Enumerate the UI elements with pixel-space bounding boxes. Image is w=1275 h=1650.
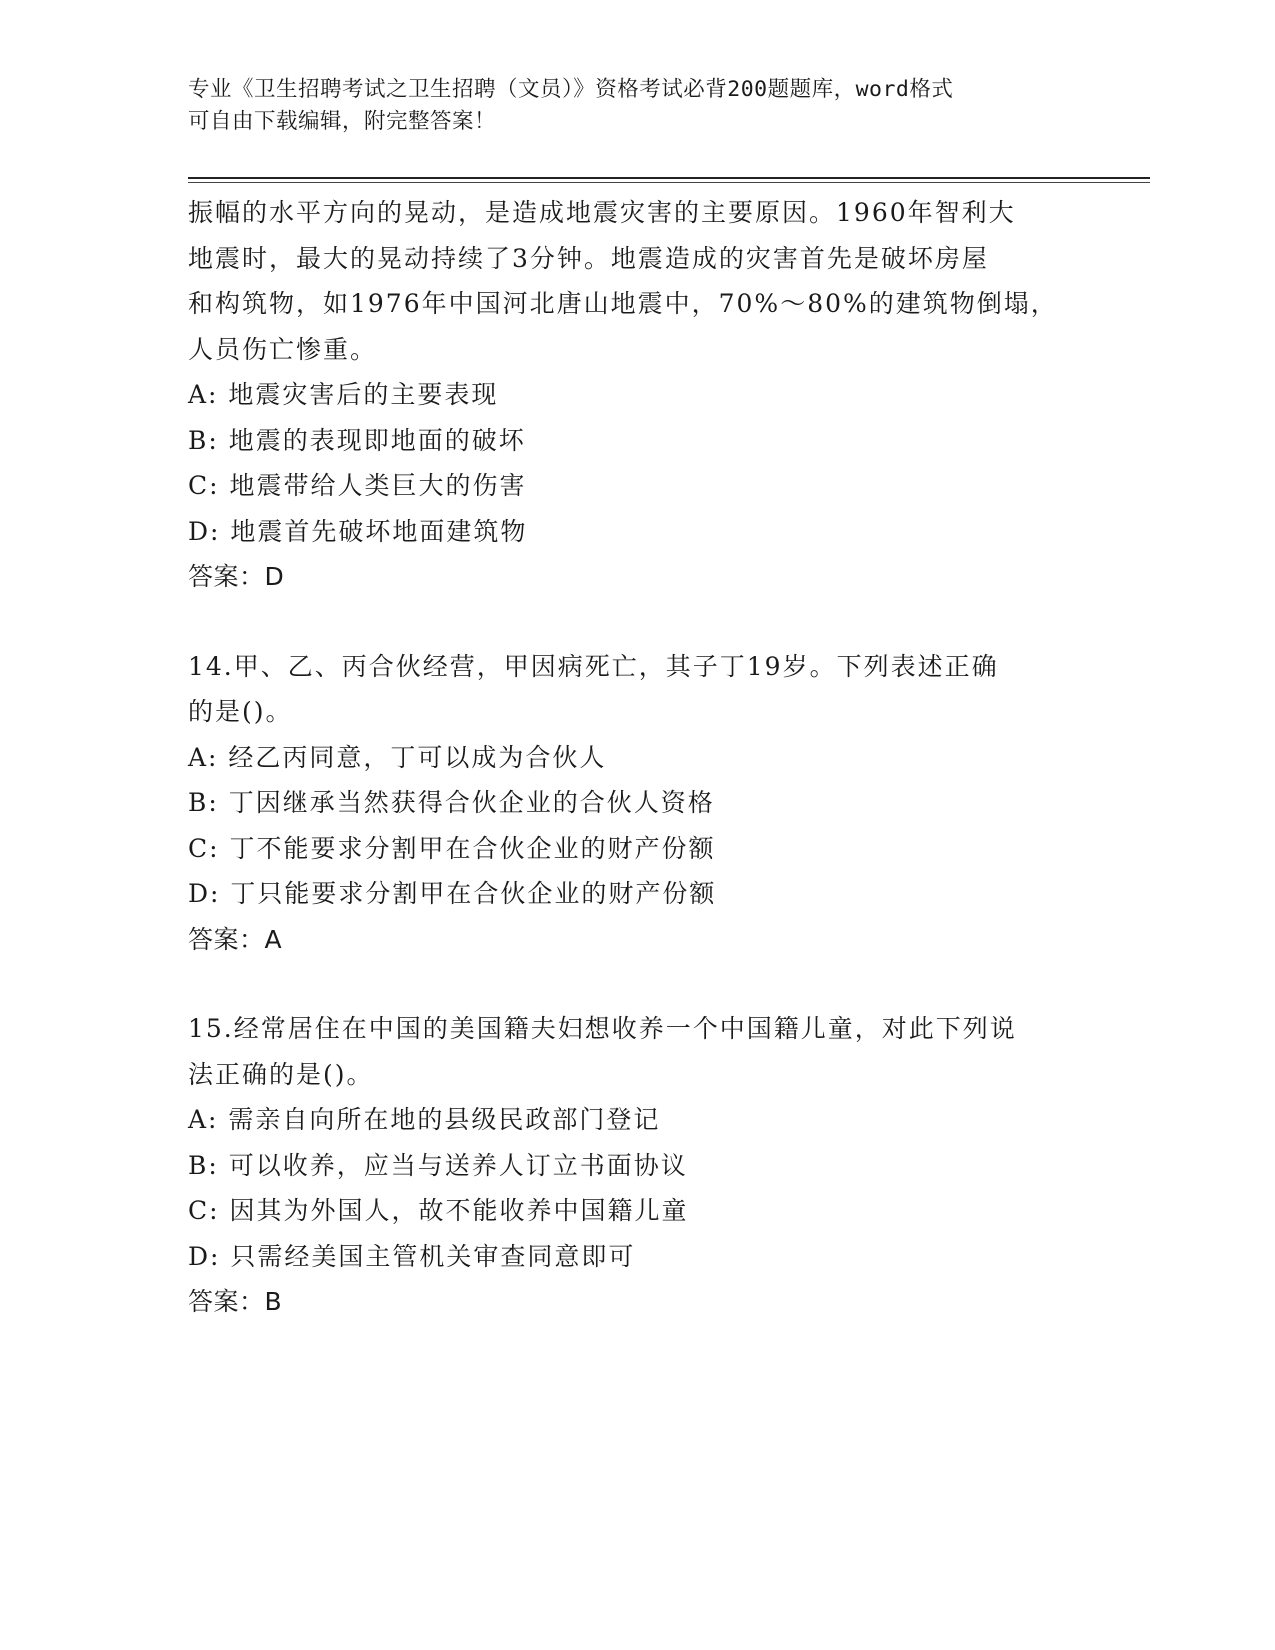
header-divider-thin: [188, 182, 1150, 183]
question-spacer: [188, 962, 1088, 1006]
option-d: D: 只需经美国主管机关审查同意即可: [188, 1241, 636, 1271]
passage-line: 和构筑物，如1976年中国河北唐山地震中，70%～80%的建筑物倒塌，: [188, 289, 1058, 318]
header-divider-thick: [188, 177, 1150, 179]
question-stem-line: 法正确的是()。: [188, 1059, 374, 1089]
option-a: A: 经乙丙同意，丁可以成为合伙人: [188, 742, 607, 772]
question-13-continued: [188, 190, 1088, 600]
option-d: D: 地震首先破坏地面建筑物: [188, 516, 528, 546]
answer-line: 答案：B: [188, 1287, 283, 1316]
header-line-2: 可自由下载编辑，附完整答案！: [188, 109, 497, 134]
option-b: B: 地震的表现即地面的破坏: [188, 425, 526, 455]
option-c: C: 丁不能要求分割甲在合伙企业的财产份额: [188, 833, 716, 863]
option-c: C: 地震带给人类巨大的伤害: [188, 471, 527, 500]
passage-line: 振幅的水平方向的晃动，是造成地震灾害的主要原因。1960年智利大: [188, 198, 1016, 227]
question-spacer: [188, 600, 1088, 644]
passage-line: 人员伤亡惨重。: [188, 334, 378, 364]
answer-line: 答案：A: [188, 924, 283, 954]
header-line-1: 专业《卫生招聘考试之卫生招聘（文员）》资格考试必背200题题库，word格式: [188, 77, 954, 102]
option-d: D: 丁只能要求分割甲在合伙企业的财产份额: [188, 879, 717, 908]
option-a: A: 地震灾害后的主要表现: [188, 380, 499, 409]
question-14: [188, 644, 1088, 963]
question-stem-line: 的是()。: [188, 697, 293, 726]
page-header: [188, 74, 1068, 138]
option-c: C: 因其为外国人，故不能收养中国籍儿童: [188, 1196, 689, 1225]
option-a: A: 需亲自向所在地的县级民政部门登记: [188, 1105, 661, 1134]
answer-line: 答案：D: [188, 562, 285, 591]
option-b: B: 可以收养，应当与送养人订立书面协议: [188, 1150, 688, 1180]
passage-line: 地震时，最大的晃动持续了3分钟。地震造成的灾害首先是破坏房屋: [188, 243, 989, 273]
question-15: [188, 1006, 1088, 1325]
question-stem-line: 14.甲、乙、丙合伙经营，甲因病死亡，其子丁19岁。下列表述正确: [188, 651, 999, 681]
question-content: [188, 190, 1088, 1325]
question-stem-line: 15.经常居住在中国的美国籍夫妇想收养一个中国籍儿童，对此下列说: [188, 1014, 1017, 1043]
option-b: B: 丁因继承当然获得合伙企业的合伙人资格: [188, 788, 715, 817]
